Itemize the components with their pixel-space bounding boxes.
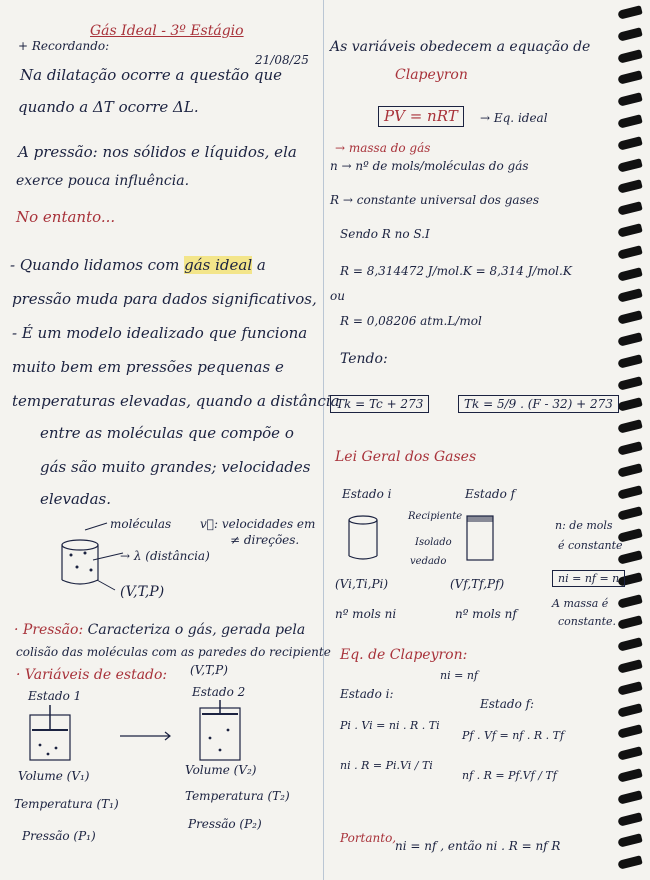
vedado-label: vedado <box>410 556 447 567</box>
eq-nir: ni . R = Pi.Vi / Ti <box>340 759 433 772</box>
text-line: temperaturas elevadas, quando a distância <box>12 392 340 410</box>
text-line: muito bem em pressões pequenas e <box>12 358 284 376</box>
spiral-ring <box>617 332 642 347</box>
spiral-ring <box>617 289 642 304</box>
estado-i-label: Estado i <box>342 487 392 501</box>
text-line: - É um modelo idealizado que funciona <box>12 324 308 342</box>
recordando-label: + Recordando: <box>18 39 110 53</box>
eq-state-i: Pi . Vi = ni . R . Ti <box>340 719 440 732</box>
spiral-ring <box>617 790 642 805</box>
n-const-1: n: de mols <box>555 519 613 532</box>
spiral-ring <box>617 507 642 522</box>
estado-i-colon: Estado i: <box>340 687 394 701</box>
sendo-line: Sendo R no S.I <box>340 227 430 241</box>
r-value-2: R = 0,08206 atm.L/mol <box>340 314 482 328</box>
isolado-label: Isolado <box>415 537 452 548</box>
portanto-label: Portanto, <box>340 831 397 845</box>
ni-eq-nf: ni = nf <box>440 669 478 682</box>
text-line: A pressão: nos sólidos e líquidos, ela <box>18 143 297 161</box>
estado-f-label: Estado f <box>465 487 516 501</box>
pressure-line <box>14 623 305 637</box>
eq-ideal-note: → Eq. ideal <box>480 111 548 125</box>
eq-state-f: Pf . Vf = nf . R . Tf <box>462 729 565 742</box>
text-line: exerce pouca influência. <box>16 173 190 189</box>
ideal-gas-equation: PV = nRT <box>378 106 464 127</box>
ou-word: ou <box>330 289 345 303</box>
spiral-ring <box>617 703 642 718</box>
spiral-ring <box>617 594 642 609</box>
r-definition: R → constante universal dos gases <box>330 193 540 207</box>
spiral-ring <box>617 136 642 151</box>
spiral-ring <box>617 768 642 783</box>
massa-const-1: A massa é <box>552 597 609 610</box>
pressao-text: Caracteriza o gás, gerada pela <box>87 622 306 638</box>
text-line: quando a ΔT ocorre ΔL. <box>18 98 199 116</box>
state-i-vars: (Vi,Ti,Pi) <box>335 577 389 591</box>
spiral-ring <box>617 49 642 64</box>
spiral-ring <box>617 398 642 413</box>
spiral-ring <box>617 27 642 42</box>
variaveis-estado: · Variáveis de estado: <box>16 667 168 683</box>
mols-f: nº mols nf <box>455 607 517 621</box>
spiral-ring <box>617 550 642 565</box>
kelvin-fahrenheit: Tk = 5/9 . (F - 32) + 273 <box>458 395 619 413</box>
page-title: Gás Ideal - 3º Estágio <box>90 23 244 39</box>
spiral-ring <box>617 5 642 20</box>
eq-clapeyron-title: Eq. de Clapeyron: <box>340 647 468 663</box>
spiral-ring <box>617 245 642 260</box>
no-entanto: No entanto... <box>16 208 116 226</box>
pressao-text-2: colisão das moléculas com as paredes do recipiente <box>16 645 331 659</box>
spiral-ring <box>617 441 642 456</box>
spiral-ring <box>617 114 642 129</box>
e2-pressao: Pressão (P₂) <box>188 817 262 831</box>
spiral-ring <box>617 812 642 827</box>
e1-pressao: Pressão (P₁) <box>22 829 96 843</box>
spiral-ring <box>617 616 642 631</box>
text-line: entre as moléculas que compõe o <box>40 424 294 442</box>
n-definition: n → nº de mols/moléculas do gás <box>330 159 529 173</box>
spiral-ring <box>617 201 642 216</box>
text-line: elevadas. <box>40 490 111 508</box>
estado-f-colon: Estado f: <box>480 697 535 711</box>
text-line: Na dilatação ocorre a questão que <box>20 66 282 84</box>
spiral-ring <box>617 354 642 369</box>
vtp-label: (V,T,P) <box>120 584 165 600</box>
spiral-ring <box>617 725 642 740</box>
spiral-ring <box>617 681 642 696</box>
direcoes-label: ≠ direções. <box>230 533 300 547</box>
text-segment: - Quando lidamos com <box>10 256 180 274</box>
pressao-label: · Pressão: <box>14 622 84 638</box>
e1-volume: Volume (V₁) <box>18 769 90 783</box>
spiral-ring <box>617 637 642 652</box>
spiral-ring <box>617 834 642 849</box>
text-segment: a <box>256 256 266 274</box>
mols-i: nº mols ni <box>335 607 397 621</box>
spiral-ring <box>617 419 642 434</box>
clapeyron-word: Clapeyron <box>395 67 468 83</box>
spiral-ring <box>617 180 642 195</box>
lei-geral-title: Lei Geral dos Gases <box>335 449 477 465</box>
e2-volume: Volume (V₂) <box>185 763 257 777</box>
eq-nfr: nf . R = Pf.Vf / Tf <box>462 769 557 782</box>
spiral-ring <box>617 746 642 761</box>
massa-note: → massa do gás <box>335 141 431 155</box>
page-date: 21/08/25 <box>255 53 309 67</box>
moleculas-label: moléculas <box>110 517 172 531</box>
text-line <box>10 258 266 273</box>
recipiente-label: Recipiente <box>408 511 463 522</box>
intro-line: As variáveis obedecem a equação de <box>330 39 591 55</box>
distance-label: → λ (distância) <box>120 549 210 563</box>
e2-temperatura: Temperatura (T₂) <box>185 789 290 803</box>
piston-figures <box>20 700 280 770</box>
spiral-ring <box>617 158 642 173</box>
e1-temperatura: Temperatura (T₁) <box>14 797 119 811</box>
estado-2-label: Estado 2 <box>192 685 246 699</box>
final-conclusion: ni = nf , então ni . R = nf R <box>395 839 561 853</box>
spiral-ring <box>617 71 642 86</box>
spiral-ring <box>617 310 642 325</box>
spiral-ring <box>617 376 642 391</box>
spiral-ring <box>617 267 642 282</box>
spiral-ring <box>617 463 642 478</box>
r-value-1: R = 8,314472 J/mol.K = 8,314 J/mol.K <box>340 264 572 278</box>
spiral-binding <box>616 0 650 880</box>
margin-line <box>323 0 324 880</box>
text-line: pressão muda para dados significativos, <box>12 290 317 308</box>
ni-nf-equal: ni = nf = n <box>552 570 625 587</box>
vtp-2: (V,T,P) <box>190 663 228 677</box>
text-line: gás são muito grandes; velocidades <box>40 458 311 476</box>
spiral-ring <box>617 855 642 870</box>
spiral-ring <box>617 92 642 107</box>
spiral-ring <box>617 659 642 674</box>
spiral-ring <box>617 485 642 500</box>
n-const-2: é constante <box>558 539 623 552</box>
estado-1-label: Estado 1 <box>28 689 82 703</box>
velocity-label: v⃗: velocidades em <box>200 517 316 531</box>
state-f-vars: (Vf,Tf,Pf) <box>450 577 505 591</box>
tendo-label: Tendo: <box>340 351 388 367</box>
spiral-ring <box>617 223 642 238</box>
massa-const-2: constante. <box>558 615 617 628</box>
highlighted-term: gás ideal <box>184 256 253 274</box>
kelvin-celsius: Tk = Tc + 273 <box>330 395 429 413</box>
